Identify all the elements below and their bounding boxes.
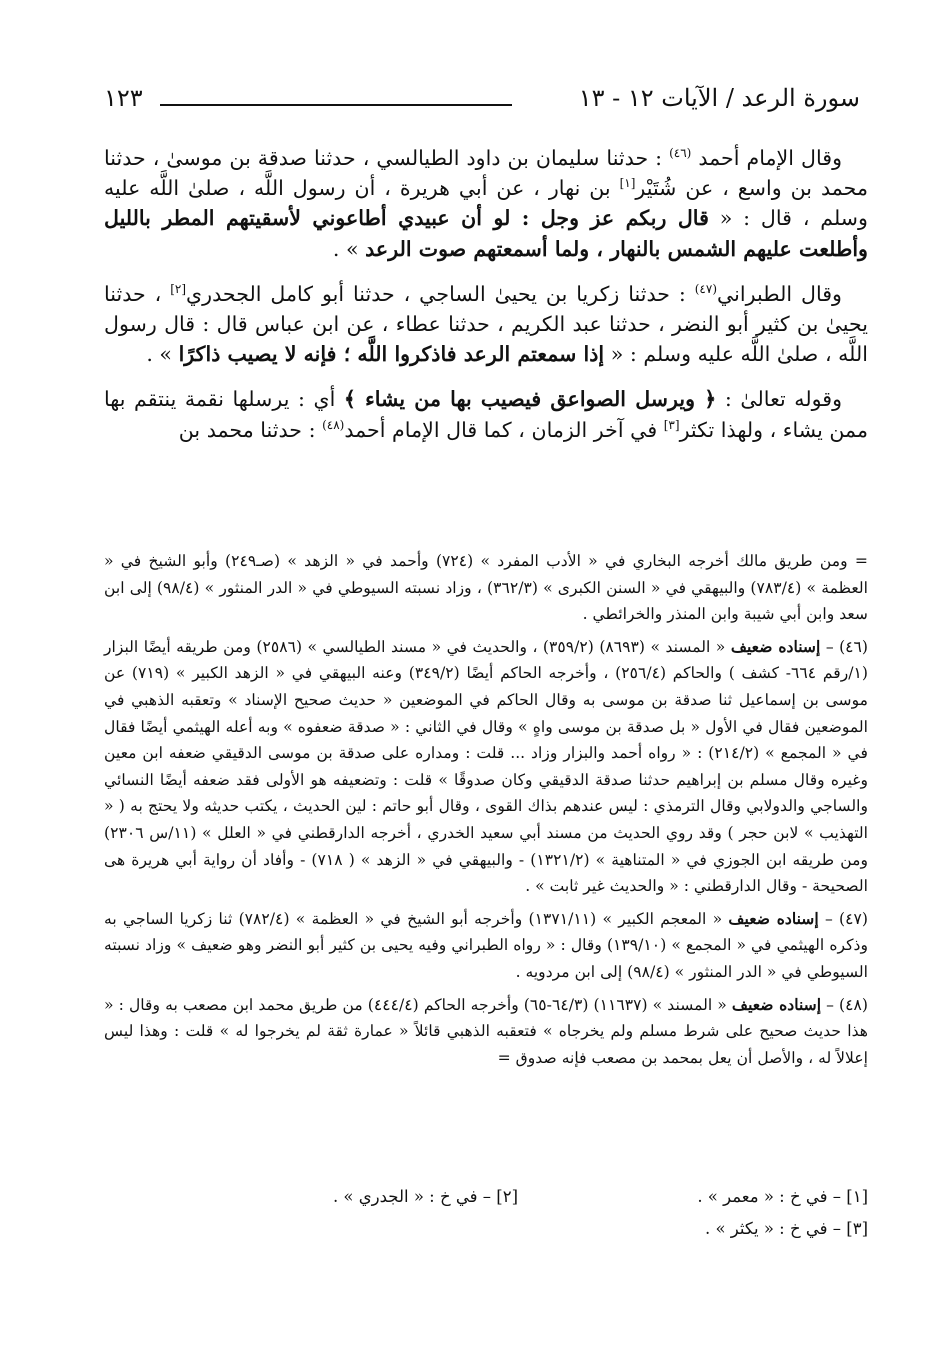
manuscript-variants xyxy=(104,1181,868,1245)
footnote-number: (٤٦) – xyxy=(825,637,869,656)
text-segment: » . xyxy=(146,342,173,367)
variant-ref: [٢] xyxy=(170,281,187,296)
footnote-continuation: = ومن طريق مالك أخرجه البخاري في « الأدب المفرد » (٧٢٤) وأحمد في « الزهد » (صـ٢٤٩) وأبو الشيخ في « العظمة » (٧٨٣/٤) والبيهقي في « السنن الكبرى » (٣٦٢/٣) ، وزاد نسبته السيوطي في « الدر المنثور » (٩٨/٤) إلى ابن سعد وابن أبي شيبة وابن المنذر والخرائطي . xyxy=(104,552,868,624)
footnote-ref: (٤٧) xyxy=(694,281,717,296)
paragraph-ahmad-hadith xyxy=(104,143,868,264)
quran-verse: ﴿ ويرسل الصواعق فيصيب بها من يشاء ﴾ xyxy=(343,387,717,412)
footnote-number: (٤٧) – xyxy=(824,909,868,928)
footnote-48 xyxy=(104,992,868,1072)
running-title: سورة الرعد / الآيات ١٢ - ١٣ xyxy=(578,84,860,112)
hadith-text: إذا سمعتم الرعد فاذكروا اللَّه ؛ فإنه لا يصيب ذاكرًا xyxy=(178,342,605,367)
text-segment: : حدثنا زكريا بن يحيىٰ الساجي ، حدثنا أبو كامل الجحدري xyxy=(186,281,686,306)
footnote-ref: (٤٨) xyxy=(322,417,345,432)
footnote-number: (٤٨) – xyxy=(826,995,868,1014)
text-segment: وقال الإمام أحمد xyxy=(698,146,843,170)
main-text xyxy=(104,143,868,460)
text-segment: : حدثنا محمد بن xyxy=(178,417,316,442)
footnote-text: « المعجم الكبير » (١٣٧١/١١) وأخرجه أبو الشيخ في « العظمة » (٧٨٢/٤) ثنا زكريا الساجي به وذكره الهيثمي في « المجمع » (١٣٩/١٠) وقال : « رواه الطبراني وفيه يحيى بن كثير أبو النضر وهو ضعيف » وزاد نسبته السيوطي في « الدر المنثور » (٩٨/٤) إلى ابن مردويه . xyxy=(104,909,868,981)
variant-note-2: [٢] – في خ : « الجدري » . xyxy=(332,1187,518,1206)
text-segment: » . xyxy=(332,236,359,261)
footnote-grading: إسناده ضعيف xyxy=(730,636,821,656)
text-segment: وقال الطبراني xyxy=(717,281,843,306)
paragraph-tabarani-hadith xyxy=(104,279,868,370)
paragraph-verse-commentary xyxy=(104,384,868,444)
hadith-text: قال ربكم عز وجل : لو أن عبيدي أطاعوني لأسقيتهم المطر بالليل وأطلعت عليهم الشمس بالنهار ، ولما أسمعتهم صوت الرعد xyxy=(104,206,868,261)
text-segment: وقوله تعالىٰ : xyxy=(724,387,843,412)
text-segment: بن نهار ، عن أبي هريرة ، أن رسول اللَّه ، صلىٰ اللَّه عليه وسلم ، قال : « xyxy=(104,176,869,231)
variant-row xyxy=(104,1181,868,1213)
footnote-47 xyxy=(104,906,868,986)
variant-ref: [٣] xyxy=(663,417,680,432)
text-segment: : حدثنا سليمان بن داود الطيالسي ، حدثنا صدقة بن موسىٰ ، حدثنا محمد بن واسع ، عن شُتَيْر xyxy=(104,146,868,201)
footnote-ref: (٤٦) xyxy=(669,146,692,161)
footnote-text: « المسند » (١١٦٣٧) (٦٤/٣-٦٥) وأخرجه الحاكم (٤٤٤/٤) من طريق محمد ابن مصعب به وقال : « هذا حديث صحيح على شرط مسلم ولم يخرجاه » فتعقبه الذهبي قائلاً « عمارة ثقة لم يخرجوا له » قلت : وهذا ليس إعلالاً له ، والأصل أن يعل بمحمد بن مصعب فإنه صدوق = xyxy=(104,995,868,1067)
footnotes xyxy=(104,548,868,1077)
variant-row xyxy=(104,1213,868,1245)
footnote-grading: إسناده ضعيف xyxy=(728,908,819,928)
text-segment: في آخر الزمان ، كما قال الإمام أحمد xyxy=(344,417,658,442)
text-segment: ، حدثنا يحيىٰ بن كثير أبو النضر ، حدثنا عبد الكريم ، حدثنا عطاء ، عن ابن عباس قال : قال رسول اللَّه ، صلىٰ اللَّه عليه وسلم : « xyxy=(104,281,868,367)
footnote-grading: إسناده ضعيف xyxy=(731,994,822,1014)
header-rule xyxy=(160,104,512,106)
variant-note-1: [١] – في خ : « معمر » . xyxy=(697,1187,868,1206)
footnote-text: « المسند » (٨٦٩٣) (٣٥٩/٢) ، والحديث في « مسند الطيالسي » (٢٥٨٦) ومن طريقه أيضًا البزار (١/رقم ٦٦٤- كشف ) والحاكم (٢٥٦/٤) ، وأخرجه الحاكم أيضًا (٣٤٩/٢) وعنه البيهقي في « الزهد الكبير » (٧١٩) عن موسى بن إسماعيل ثنا صدقة بن موسى به وقال الحاكم في الموضعين « حديث صحيح الإسناد » وتعقبه الذهبي في الموضعين فقال في الأول « بل صدقة بن موسى واهٍ » وقال في الثاني : « صدقة ضعفوه » وبه أعله الهيثمي أيضًا فقال في « المجمع » (٢١٤/٢) : « رواه أحمد والبزار وزاد ... قلت : ومداره على صدقة بن موسى الدقيقي ضعفه ابن معين وغيره وقال مسلم بن إبراهيم حدثنا صدقة الدقيقي وكان صدوقًا » قلت : وتضعيفه هو الأولى فقد ضعفه أيضًا النسائي والساجي والدولابي وقال الترمذي : ليس عندهم بذاك القوى ، وقال أبو حاتم : لين الحديث ، يكتب حديثه ولا يحتج به ( « التهذيب » لابن حجر ) وقد روي الحديث من مسند أبي سعيد الخدري ، أخرجه الدارقطني في « العلل » (١١/س ٢٣٠٦) ومن طريقه ابن الجوزي في « المتناهية » (١٣٢١/٢) - والبيهقي في « الزهد » ( ٧١٨) - وأفاد أن رواية أبي هريرة هى الصحيحة - وقال الدارقطني : « والحديث غير ثابت » . xyxy=(104,637,868,896)
variant-ref: [١] xyxy=(619,176,636,191)
variant-note-3: [٣] – في خ : « يكثر » . xyxy=(704,1219,868,1238)
page-header xyxy=(104,84,860,124)
text-segment: أي : يرسلها نقمة ينتقم بها ممن يشاء ، ولهذا تكثر xyxy=(104,387,868,442)
footnote-46 xyxy=(104,634,868,900)
page-number: ١٢٣ xyxy=(104,84,143,112)
